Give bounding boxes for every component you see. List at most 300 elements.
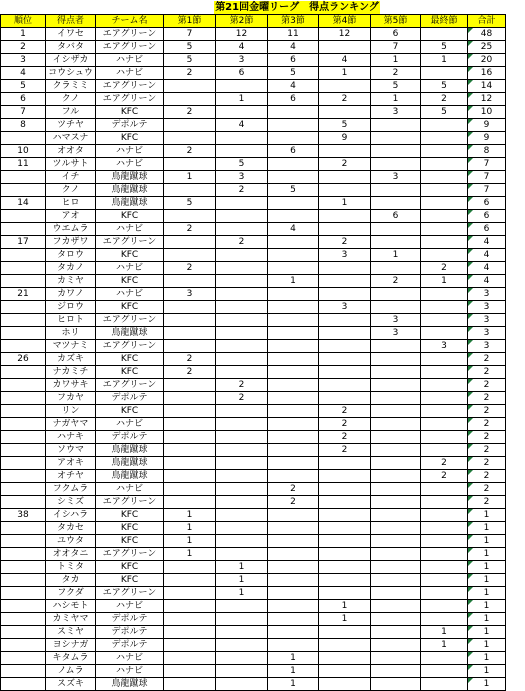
cell-round-2 (216, 600, 268, 613)
cell-team: 鳥龍蹴球 (96, 197, 164, 210)
cell-team: ハナビ (96, 262, 164, 275)
cell-total: 3 (468, 340, 506, 353)
table-body (1, 28, 506, 691)
cell-rank: 17 (1, 236, 46, 249)
cell-round-4: 4 (319, 54, 371, 67)
cell-round-5 (371, 223, 421, 236)
cell-round-3 (268, 210, 319, 223)
cell-round-4: 2 (319, 405, 371, 418)
cell-final-round: 2 (421, 262, 468, 275)
cell-rank (1, 392, 46, 405)
cell-round-3: 4 (268, 41, 319, 54)
column-header-team: チーム名 (96, 15, 164, 28)
cell-rank (1, 522, 46, 535)
cell-total: 8 (468, 145, 506, 158)
cell-scorer: イシハラ (46, 509, 96, 522)
cell-round-3 (268, 574, 319, 587)
cell-final-round (421, 132, 468, 145)
cell-round-2 (216, 652, 268, 665)
cell-final-round (421, 223, 468, 236)
table-row (1, 548, 506, 561)
cell-round-1: 7 (164, 28, 216, 41)
cell-round-1 (164, 405, 216, 418)
cell-final-round (421, 496, 468, 509)
cell-total: 9 (468, 119, 506, 132)
cell-round-5: 7 (371, 41, 421, 54)
cell-total: 48 (468, 28, 506, 41)
cell-round-3: 6 (268, 93, 319, 106)
cell-final-round: 3 (421, 340, 468, 353)
cell-total: 1 (468, 574, 506, 587)
cell-rank (1, 301, 46, 314)
cell-round-4 (319, 626, 371, 639)
cell-rank (1, 184, 46, 197)
cell-round-5: 2 (371, 67, 421, 80)
column-header-rank: 順位 (1, 15, 46, 28)
cell-round-4: 2 (319, 93, 371, 106)
cell-team: ハナビ (96, 418, 164, 431)
cell-round-4: 2 (319, 418, 371, 431)
cell-round-4 (319, 145, 371, 158)
column-header-round-2: 第2節 (216, 15, 268, 28)
cell-scorer: タカノ (46, 262, 96, 275)
table-row (1, 327, 506, 340)
cell-total: 7 (468, 158, 506, 171)
cell-round-1 (164, 574, 216, 587)
cell-round-4 (319, 223, 371, 236)
cell-round-4 (319, 379, 371, 392)
cell-round-4: 2 (319, 236, 371, 249)
table-row (1, 340, 506, 353)
cell-scorer: コウシュウ (46, 67, 96, 80)
cell-final-round (421, 366, 468, 379)
cell-team: エアグリーン (96, 314, 164, 327)
cell-round-3 (268, 613, 319, 626)
cell-team: KFC (96, 210, 164, 223)
cell-round-1 (164, 652, 216, 665)
cell-total: 2 (468, 444, 506, 457)
cell-rank (1, 444, 46, 457)
cell-total: 4 (468, 236, 506, 249)
table-row (1, 522, 506, 535)
cell-round-5 (371, 600, 421, 613)
cell-round-1: 5 (164, 54, 216, 67)
cell-scorer: タカセ (46, 522, 96, 535)
cell-rank (1, 548, 46, 561)
cell-team: 鳥龍蹴球 (96, 444, 164, 457)
cell-scorer: フカザワ (46, 236, 96, 249)
cell-round-3 (268, 418, 319, 431)
cell-scorer: タバタ (46, 41, 96, 54)
cell-round-2 (216, 301, 268, 314)
cell-scorer: イチ (46, 171, 96, 184)
cell-scorer: ナカミチ (46, 366, 96, 379)
cell-round-5 (371, 431, 421, 444)
cell-round-3 (268, 431, 319, 444)
cell-scorer: タカ (46, 574, 96, 587)
cell-round-1: 1 (164, 522, 216, 535)
cell-round-2 (216, 418, 268, 431)
cell-rank (1, 210, 46, 223)
cell-round-2 (216, 353, 268, 366)
cell-team: デポルテ (96, 431, 164, 444)
cell-final-round (421, 249, 468, 262)
cell-rank: 11 (1, 158, 46, 171)
cell-team: エアグリーン (96, 93, 164, 106)
table-row (1, 184, 506, 197)
cell-round-5 (371, 574, 421, 587)
cell-round-5 (371, 613, 421, 626)
cell-round-4 (319, 327, 371, 340)
column-header-round-4: 第4節 (319, 15, 371, 28)
cell-round-1 (164, 184, 216, 197)
cell-scorer: マツナミ (46, 340, 96, 353)
table-row (1, 626, 506, 639)
cell-final-round (421, 509, 468, 522)
cell-team: デポルテ (96, 626, 164, 639)
cell-round-1 (164, 444, 216, 457)
cell-round-4 (319, 366, 371, 379)
cell-round-4 (319, 171, 371, 184)
column-header-round-3: 第3節 (268, 15, 319, 28)
cell-team: 鳥龍蹴球 (96, 327, 164, 340)
table-row (1, 366, 506, 379)
cell-round-5 (371, 626, 421, 639)
cell-total: 2 (468, 379, 506, 392)
cell-round-1 (164, 301, 216, 314)
cell-team: ハナビ (96, 665, 164, 678)
cell-round-1 (164, 275, 216, 288)
cell-rank: 6 (1, 93, 46, 106)
cell-team: KFC (96, 353, 164, 366)
table-row (1, 652, 506, 665)
cell-rank (1, 483, 46, 496)
cell-round-2: 3 (216, 54, 268, 67)
cell-round-4: 1 (319, 600, 371, 613)
cell-round-5 (371, 444, 421, 457)
cell-round-2: 4 (216, 41, 268, 54)
cell-round-1 (164, 470, 216, 483)
cell-total: 2 (468, 405, 506, 418)
cell-total: 7 (468, 171, 506, 184)
cell-total: 2 (468, 470, 506, 483)
cell-final-round (421, 431, 468, 444)
cell-round-2 (216, 639, 268, 652)
cell-round-3 (268, 262, 319, 275)
cell-rank: 1 (1, 28, 46, 41)
cell-round-4: 2 (319, 158, 371, 171)
cell-rank: 26 (1, 353, 46, 366)
cell-total: 1 (468, 626, 506, 639)
cell-final-round (421, 574, 468, 587)
cell-round-2: 2 (216, 379, 268, 392)
cell-team: エアグリーン (96, 236, 164, 249)
cell-round-4 (319, 80, 371, 93)
cell-rank (1, 639, 46, 652)
cell-round-4: 1 (319, 67, 371, 80)
cell-scorer: アオ (46, 210, 96, 223)
cell-final-round: 1 (421, 626, 468, 639)
cell-scorer: ツルサト (46, 158, 96, 171)
column-header-scorer: 得点者 (46, 15, 96, 28)
cell-round-5 (371, 561, 421, 574)
cell-round-5 (371, 483, 421, 496)
cell-round-2 (216, 275, 268, 288)
cell-scorer: ホリ (46, 327, 96, 340)
cell-rank (1, 574, 46, 587)
cell-round-2: 1 (216, 587, 268, 600)
cell-round-1 (164, 626, 216, 639)
cell-scorer: ウエムラ (46, 223, 96, 236)
cell-team: エアグリーン (96, 379, 164, 392)
cell-round-2 (216, 431, 268, 444)
cell-rank (1, 626, 46, 639)
cell-final-round (421, 301, 468, 314)
cell-total: 2 (468, 483, 506, 496)
cell-final-round (421, 405, 468, 418)
cell-total: 1 (468, 639, 506, 652)
cell-round-3 (268, 119, 319, 132)
cell-round-2: 2 (216, 184, 268, 197)
cell-round-1 (164, 613, 216, 626)
cell-round-5 (371, 418, 421, 431)
cell-final-round (421, 600, 468, 613)
cell-round-3 (268, 509, 319, 522)
cell-round-1 (164, 132, 216, 145)
cell-rank (1, 418, 46, 431)
cell-final-round (421, 587, 468, 600)
table-row (1, 665, 506, 678)
table-row (1, 483, 506, 496)
cell-total: 6 (468, 210, 506, 223)
cell-scorer: ジロウ (46, 301, 96, 314)
cell-total: 12 (468, 93, 506, 106)
cell-round-5 (371, 262, 421, 275)
cell-round-4: 2 (319, 431, 371, 444)
cell-round-2 (216, 106, 268, 119)
cell-round-3 (268, 288, 319, 301)
cell-round-4: 12 (319, 28, 371, 41)
cell-team: 鳥龍蹴球 (96, 470, 164, 483)
cell-final-round: 2 (421, 470, 468, 483)
cell-team: 鳥龍蹴球 (96, 678, 164, 691)
cell-scorer: クノ (46, 93, 96, 106)
cell-round-3 (268, 197, 319, 210)
cell-round-3 (268, 405, 319, 418)
table-row (1, 509, 506, 522)
cell-rank (1, 561, 46, 574)
cell-final-round: 2 (421, 457, 468, 470)
cell-final-round (421, 561, 468, 574)
cell-round-2: 2 (216, 392, 268, 405)
cell-scorer: ツチヤ (46, 119, 96, 132)
cell-round-3 (268, 587, 319, 600)
cell-round-3: 1 (268, 275, 319, 288)
cell-round-5 (371, 457, 421, 470)
cell-round-1: 5 (164, 41, 216, 54)
cell-round-2 (216, 132, 268, 145)
cell-final-round (421, 236, 468, 249)
cell-team: ハナビ (96, 67, 164, 80)
cell-round-5 (371, 405, 421, 418)
cell-round-4 (319, 340, 371, 353)
cell-final-round (421, 197, 468, 210)
cell-round-5 (371, 665, 421, 678)
cell-round-3 (268, 106, 319, 119)
cell-total: 1 (468, 509, 506, 522)
cell-round-3: 1 (268, 678, 319, 691)
cell-round-1: 1 (164, 535, 216, 548)
cell-final-round (421, 171, 468, 184)
cell-round-2 (216, 366, 268, 379)
cell-rank (1, 613, 46, 626)
table-row (1, 106, 506, 119)
cell-round-5 (371, 678, 421, 691)
cell-total: 1 (468, 587, 506, 600)
table-row (1, 171, 506, 184)
table-row (1, 561, 506, 574)
cell-rank (1, 314, 46, 327)
cell-round-3 (268, 327, 319, 340)
cell-round-4 (319, 184, 371, 197)
cell-round-2 (216, 327, 268, 340)
cell-final-round (421, 184, 468, 197)
cell-round-3 (268, 548, 319, 561)
cell-round-1 (164, 561, 216, 574)
cell-scorer: スミヤ (46, 626, 96, 639)
cell-scorer: カズキ (46, 353, 96, 366)
cell-total: 3 (468, 327, 506, 340)
cell-scorer: アオキ (46, 457, 96, 470)
cell-scorer: ヨシナガ (46, 639, 96, 652)
cell-scorer: スズキ (46, 678, 96, 691)
table-row (1, 93, 506, 106)
table-row (1, 496, 506, 509)
cell-round-2 (216, 509, 268, 522)
cell-round-2 (216, 496, 268, 509)
cell-total: 1 (468, 678, 506, 691)
cell-round-2 (216, 197, 268, 210)
cell-final-round (421, 119, 468, 132)
cell-total: 10 (468, 106, 506, 119)
cell-round-5 (371, 132, 421, 145)
cell-round-1: 2 (164, 145, 216, 158)
cell-team: デポルテ (96, 392, 164, 405)
cell-round-4 (319, 470, 371, 483)
cell-team: デポルテ (96, 639, 164, 652)
cell-rank (1, 275, 46, 288)
cell-rank (1, 366, 46, 379)
cell-scorer: カミヤマ (46, 613, 96, 626)
cell-round-3: 5 (268, 67, 319, 80)
cell-round-3 (268, 249, 319, 262)
cell-round-1 (164, 249, 216, 262)
cell-team: ハナビ (96, 600, 164, 613)
cell-round-1 (164, 80, 216, 93)
cell-team: 鳥龍蹴球 (96, 171, 164, 184)
cell-round-3 (268, 392, 319, 405)
cell-round-3: 4 (268, 80, 319, 93)
cell-round-1: 1 (164, 171, 216, 184)
cell-round-4: 2 (319, 444, 371, 457)
cell-team: ハナビ (96, 145, 164, 158)
cell-round-1: 2 (164, 223, 216, 236)
table-row (1, 275, 506, 288)
cell-team: ハナビ (96, 158, 164, 171)
cell-rank (1, 431, 46, 444)
cell-round-1 (164, 639, 216, 652)
sheet-title: 第21回金曜リーグ 得点ランキング (215, 2, 379, 13)
cell-round-5 (371, 652, 421, 665)
cell-round-5 (371, 158, 421, 171)
cell-rank: 14 (1, 197, 46, 210)
cell-final-round (421, 392, 468, 405)
cell-team: KFC (96, 249, 164, 262)
cell-round-4 (319, 314, 371, 327)
cell-round-3 (268, 158, 319, 171)
cell-rank: 4 (1, 67, 46, 80)
table-row (1, 470, 506, 483)
cell-scorer: カワサキ (46, 379, 96, 392)
cell-round-5 (371, 197, 421, 210)
cell-round-4 (319, 548, 371, 561)
cell-team: ハナビ (96, 288, 164, 301)
cell-team: エアグリーン (96, 496, 164, 509)
cell-scorer: フカヤ (46, 392, 96, 405)
cell-round-1: 2 (164, 366, 216, 379)
cell-total: 1 (468, 613, 506, 626)
cell-round-5 (371, 535, 421, 548)
cell-round-3: 4 (268, 223, 319, 236)
cell-round-2 (216, 444, 268, 457)
cell-total: 3 (468, 301, 506, 314)
cell-team: ハナビ (96, 223, 164, 236)
cell-final-round: 1 (421, 54, 468, 67)
cell-round-4: 5 (319, 119, 371, 132)
table-row (1, 353, 506, 366)
cell-round-4 (319, 509, 371, 522)
cell-final-round (421, 678, 468, 691)
cell-round-4 (319, 587, 371, 600)
cell-round-4 (319, 457, 371, 470)
cell-round-5: 3 (371, 171, 421, 184)
cell-round-2 (216, 457, 268, 470)
cell-round-3 (268, 600, 319, 613)
cell-round-4: 3 (319, 249, 371, 262)
cell-team: デポルテ (96, 613, 164, 626)
cell-total: 1 (468, 665, 506, 678)
cell-round-5: 5 (371, 80, 421, 93)
cell-round-2 (216, 80, 268, 93)
cell-round-1 (164, 431, 216, 444)
cell-round-4: 3 (319, 301, 371, 314)
cell-round-3 (268, 236, 319, 249)
cell-final-round (421, 28, 468, 41)
cell-scorer: ハマスナ (46, 132, 96, 145)
cell-scorer: ハナキ (46, 431, 96, 444)
cell-rank (1, 678, 46, 691)
cell-round-3 (268, 561, 319, 574)
cell-final-round (421, 548, 468, 561)
cell-round-2 (216, 522, 268, 535)
cell-round-2: 2 (216, 236, 268, 249)
cell-rank (1, 327, 46, 340)
cell-scorer: ソウマ (46, 444, 96, 457)
cell-total: 4 (468, 249, 506, 262)
cell-round-5 (371, 145, 421, 158)
cell-round-1 (164, 93, 216, 106)
cell-scorer: フル (46, 106, 96, 119)
